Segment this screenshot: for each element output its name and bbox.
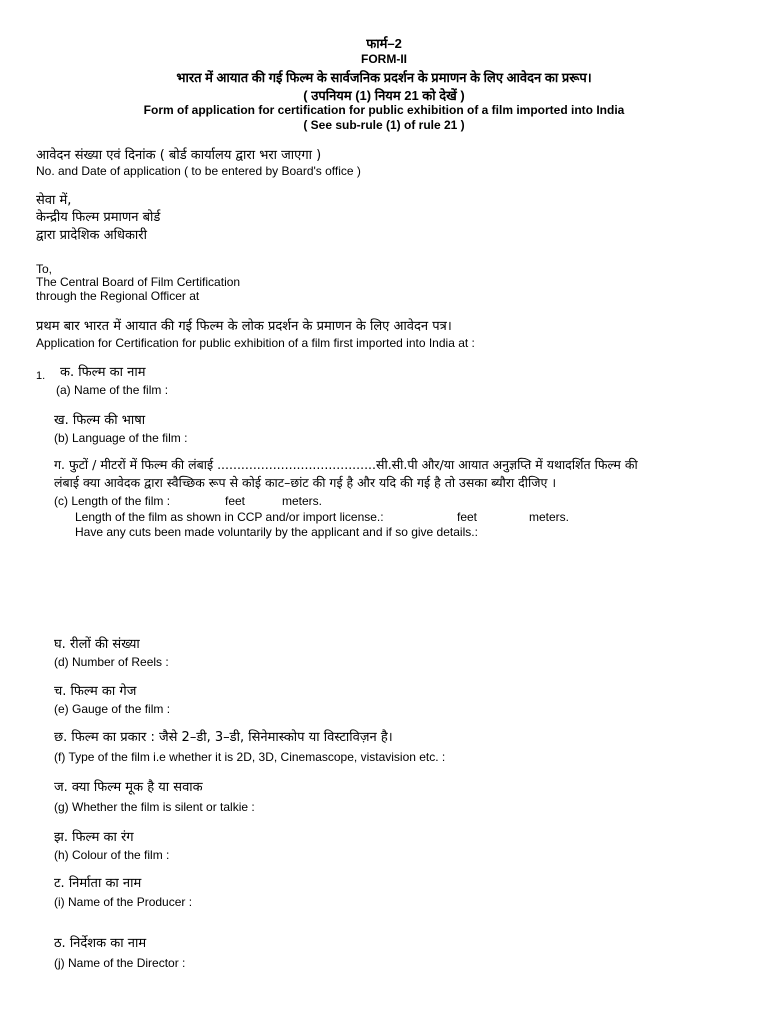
field-c-ccp-feet-unit: feet: [457, 510, 478, 524]
item-number: 1.: [36, 370, 46, 382]
field-f-hindi: छ. फिल्म का प्रकार : जैसे 2–डी, 3–डी, सिनेमास्कोप या विस्टाविज़न है।: [54, 730, 393, 745]
form-title-english: Form of application for certification for public exhibition of a film imported into India: [143, 103, 625, 117]
field-j-english: (j) Name of the Director :: [54, 956, 186, 970]
form-title-hindi: भारत में आयात की गई फिल्म के सार्वजनिक प्रदर्शन के प्रमाणन के लिए आवेदन का प्ररूप।: [176, 70, 592, 85]
field-j-hindi: ठ. निर्देशक का नाम: [54, 936, 147, 951]
form-number-english: FORM-II: [361, 52, 407, 66]
address-hindi-line3: द्वारा प्रादेशिक अधिकारी: [36, 228, 147, 243]
intro-hindi: प्रथम बार भारत में आयात की गई फिल्म के लोक प्रदर्शन के प्रमाणन के लिए आवेदन पत्र।: [36, 319, 452, 334]
field-a-english: (a) Name of the film :: [56, 383, 169, 397]
field-e-hindi: च. फिल्म का गेज: [54, 684, 137, 699]
field-b-english: (b) Language of the film :: [54, 431, 188, 445]
field-c-feet-unit: feet: [225, 494, 246, 508]
form-number-hindi: फार्म–2: [366, 36, 402, 51]
application-number-english: No. and Date of application ( to be entered by Board's office ): [36, 164, 361, 178]
address-english-line2: The Central Board of Film Certification: [36, 275, 241, 289]
field-i-english: (i) Name of the Producer :: [54, 895, 193, 909]
address-hindi-line2: केन्द्रीय फिल्म प्रमाणन बोर्ड: [36, 210, 161, 225]
field-h-hindi: झ. फिल्म का रंग: [54, 830, 134, 845]
field-g-english: (g) Whether the film is silent or talkie :: [54, 800, 255, 814]
intro-english: Application for Certification for public exhibition of a film first imported into India at :: [36, 336, 475, 350]
field-c-cuts-question: Have any cuts been made voluntarily by the applicant and if so give details.:: [75, 525, 478, 539]
field-c-ccp-meters-unit: meters.: [529, 510, 570, 524]
address-english-line1: To,: [36, 262, 53, 276]
field-c-hindi-line2: लंबाई क्या आवेदक द्वारा स्वैच्छिक रूप से कोई काट–छांट की गई है और यदि की गई है तो उसका ब्यौरा दीजिए ।: [54, 475, 557, 490]
field-e-english: (e) Gauge of the film :: [54, 702, 171, 716]
field-c-english: (c) Length of the film :: [54, 494, 171, 508]
field-f-english: (f) Type of the film i.e whether it is 2D, 3D, Cinemascope, vistavision etc. :: [54, 750, 446, 764]
field-b-hindi: ख. फिल्म की भाषा: [54, 413, 146, 428]
field-d-english: (d) Number of Reels :: [54, 655, 169, 669]
field-c-hindi-line1: ग. फुटों / मीटरों में फिल्म की लंबाई ........................................सी.सी.पी और/या आयात अनुज्ञप्ति में यथादर्शित फिल्म की: [54, 457, 638, 472]
field-i-hindi: ट. निर्माता का नाम: [54, 876, 142, 891]
rule-reference-english: ( See sub-rule (1) of rule 21 ): [303, 118, 465, 132]
rule-reference-hindi: ( उपनियम (1) नियम 21 को देखें ): [303, 88, 465, 103]
field-g-hindi: ज. क्या फिल्म मूक है या सवाक: [54, 780, 203, 795]
application-number-hindi: आवेदन संख्या एवं दिनांक ( बोर्ड कार्यालय द्वारा भरा जाएगा ): [36, 148, 322, 163]
field-d-hindi: घ. रीलों की संख्या: [54, 637, 140, 652]
field-h-english: (h) Colour of the film :: [54, 848, 170, 862]
address-english-line3: through the Regional Officer at: [36, 289, 200, 303]
field-c-meters-unit: meters.: [282, 494, 323, 508]
field-c-ccp-length: Length of the film as shown in CCP and/or import license.:: [75, 510, 384, 524]
address-hindi-line1: सेवा में,: [36, 193, 72, 208]
field-a-hindi: क. फिल्म का नाम: [60, 365, 146, 380]
